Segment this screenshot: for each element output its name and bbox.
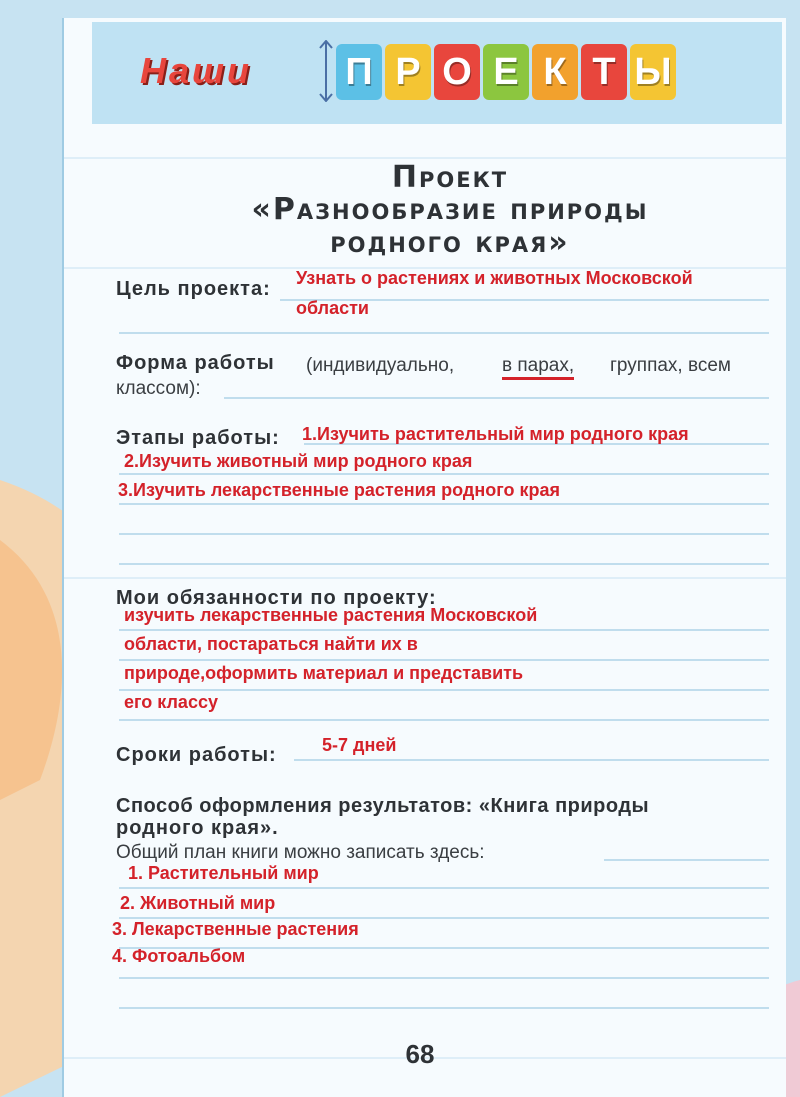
plan-instruction: Общий план книги можно записать здесь: [116,842,485,863]
duties-line: изучить лекарственные растения Московской [124,605,538,625]
results-label-line2: родного края». [116,817,279,839]
stage-item: 2.Изучить животный мир родного края [124,451,473,471]
form-option-selected: в парах, [502,355,574,380]
header-letter-tile: П [336,44,382,100]
duties-line: природе,оформить материал и представить [124,663,524,683]
header-word-nashi: Наши [140,50,253,91]
duties-line: его классу [124,692,218,712]
header-letter-tile: О [434,44,480,100]
plan-item: 1. Растительный мир [128,863,319,883]
goal-answer-line2: области [296,298,370,318]
project-title-line2: «Разнообразие природы [251,192,649,227]
project-title-line3: родного края» [330,225,570,260]
terms-answer: 5-7 дней [322,735,397,755]
form-label: Форма работы [116,352,275,374]
plan-item: 3. Лекарственные растения [112,919,359,939]
header-letter-tile: К [532,44,578,100]
form-options-post: группах, всем [610,355,731,376]
stage-item: 3.Изучить лекарственные растения родного края [118,480,560,500]
form-options-line2: классом): [116,378,201,399]
form-options-pre: (индивидуально, [306,355,455,376]
header-letter-tile: Р [385,44,431,100]
plan-item: 2. Животный мир [120,893,276,913]
goal-answer-line1: Узнать о растениях и животных Московской [296,268,693,288]
page-number: 68 [405,1039,435,1069]
header-letter-tile: Е [483,44,529,100]
duties-line: области, постараться найти их в [124,634,418,654]
duties-label: Мои обязанности по проекту: [116,587,437,609]
plan-item: 4. Фотоальбом [112,946,246,966]
goal-label: Цель проекта: [116,278,271,300]
terms-label: Сроки работы: [116,744,277,766]
project-title-line1: Проект [391,160,509,195]
header-letter-tile: Ы [630,44,676,100]
header-letter-tile: Т [581,44,627,100]
results-label-line1: Способ оформления результатов: «Книга природы [116,795,650,817]
stages-label: Этапы работы: [116,427,280,449]
ruler-icon [318,40,334,102]
stage-item: 1.Изучить растительный мир родного края [302,424,689,444]
